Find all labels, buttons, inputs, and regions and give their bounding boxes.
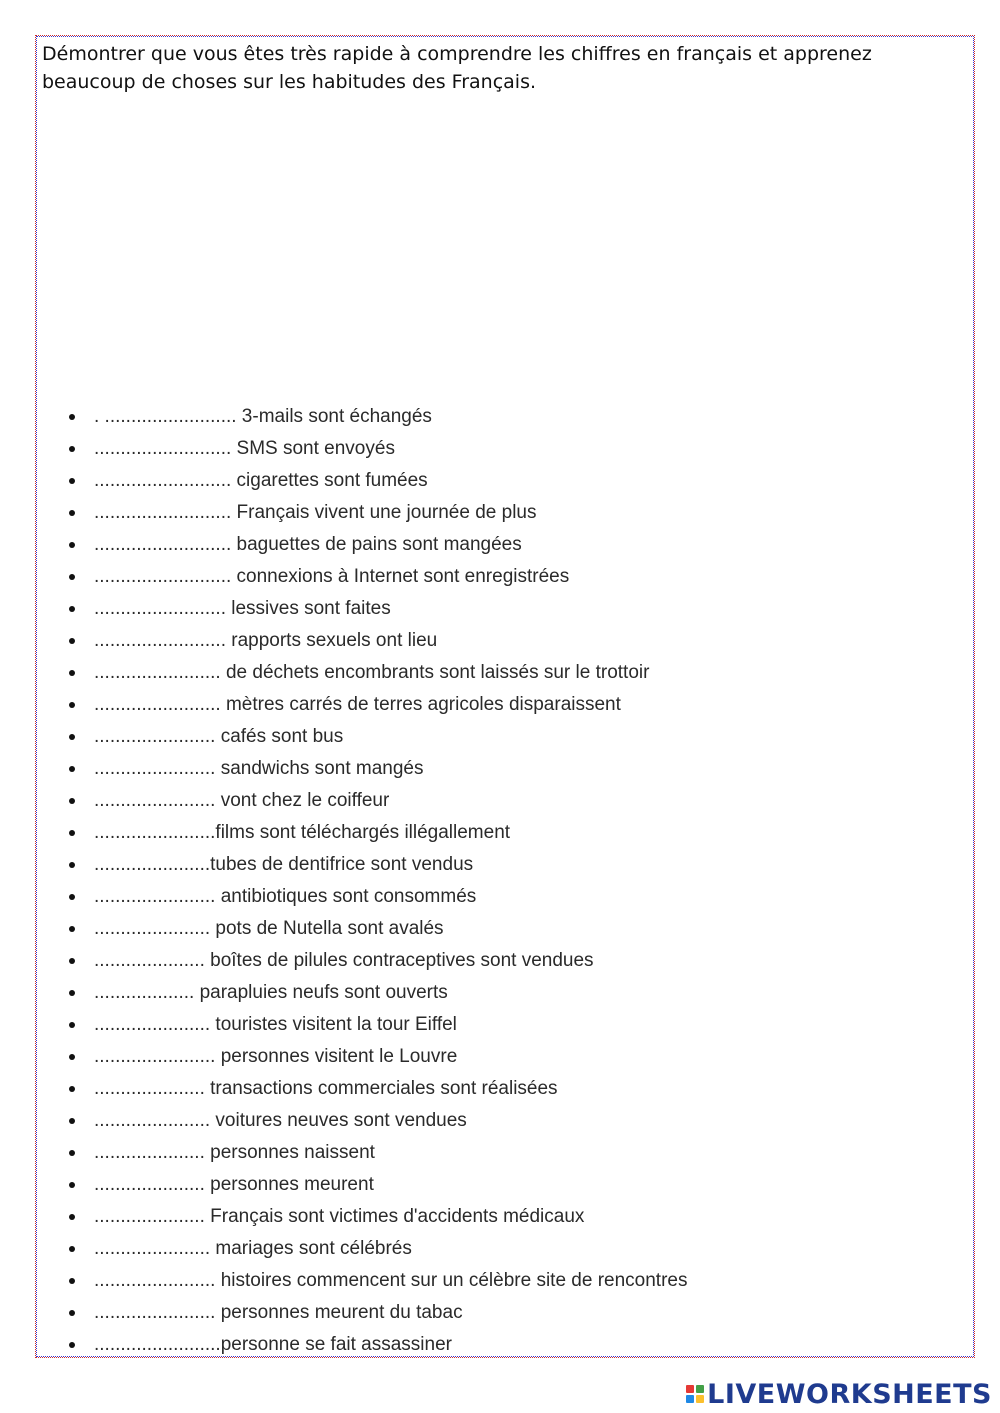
list-item[interactable] (66, 1233, 687, 1265)
bullet-icon (69, 1278, 75, 1284)
list-item[interactable] (66, 1329, 687, 1361)
worksheet-frame (35, 35, 975, 1358)
fill-in-list (66, 401, 687, 1361)
bullet-icon (69, 1118, 75, 1124)
item-text: ................... parapluies neufs sont ouverts (94, 982, 448, 1003)
list-item[interactable] (66, 593, 687, 625)
list-item[interactable] (66, 721, 687, 753)
bullet-icon (69, 670, 75, 676)
instructions-text: Démontrer que vous êtes très rapide à comprendre les chiffres en français et apprenez beaucoup de choses sur les habitudes des Français. (42, 43, 872, 93)
list-item[interactable] (66, 657, 687, 689)
list-item[interactable] (66, 1297, 687, 1329)
item-text: ...................... touristes visitent la tour Eiffel (94, 1014, 457, 1035)
list-item[interactable] (66, 1041, 687, 1073)
logo-square (686, 1395, 694, 1403)
bullet-icon (69, 510, 75, 516)
bullet-icon (69, 446, 75, 452)
item-text: ..................... Français sont victimes d'accidents médicaux (94, 1206, 585, 1227)
item-text: .......................... cigarettes sont fumées (94, 470, 428, 491)
bullet-icon (69, 734, 75, 740)
list-item[interactable] (66, 881, 687, 913)
list-item[interactable] (66, 817, 687, 849)
item-text: ....................... histoires commencent sur un célèbre site de rencontres (94, 1270, 688, 1291)
bullet-icon (69, 862, 75, 868)
item-text: ........................personne se fait assassiner (94, 1334, 452, 1355)
item-text: ......................tubes de dentifrice sont vendus (94, 854, 474, 875)
bullet-icon (69, 926, 75, 932)
list-item[interactable] (66, 625, 687, 657)
bullet-icon (69, 798, 75, 804)
logo-square (686, 1385, 694, 1393)
bullet-icon (69, 1182, 75, 1188)
item-text: .......................... Français vivent une journée de plus (94, 502, 537, 523)
list-item[interactable] (66, 849, 687, 881)
item-text: ......................... lessives sont faites (94, 598, 391, 619)
item-text: .......................... SMS sont envoyés (94, 438, 395, 459)
bullet-icon (69, 1054, 75, 1060)
bullet-icon (69, 574, 75, 580)
list-item[interactable] (66, 1137, 687, 1169)
item-text: ..................... boîtes de pilules contraceptives sont vendues (94, 950, 594, 971)
list-item[interactable] (66, 1265, 687, 1297)
bullet-icon (69, 542, 75, 548)
list-item[interactable] (66, 1169, 687, 1201)
logo-square (696, 1395, 704, 1403)
list-item[interactable] (66, 561, 687, 593)
list-item[interactable] (66, 433, 687, 465)
item-text: ....................... personnes meurent du tabac (94, 1302, 463, 1323)
list-item[interactable] (66, 529, 687, 561)
item-text: ....................... cafés sont bus (94, 726, 344, 747)
logo-text: LIVEWORKSHEETS (707, 1378, 992, 1410)
list-item[interactable] (66, 1105, 687, 1137)
bullet-icon (69, 766, 75, 772)
liveworksheets-logo (686, 1379, 992, 1409)
list-item[interactable] (66, 689, 687, 721)
bullet-icon (69, 990, 75, 996)
item-text: ...................... pots de Nutella sont avalés (94, 918, 444, 939)
list-item[interactable] (66, 753, 687, 785)
bullet-icon (69, 1214, 75, 1220)
bullet-icon (69, 606, 75, 612)
item-text: ...................... voitures neuves sont vendues (94, 1110, 467, 1131)
bullet-icon (69, 1310, 75, 1316)
list-item[interactable] (66, 913, 687, 945)
bullet-icon (69, 830, 75, 836)
item-text: ...................... mariages sont célébrés (94, 1238, 412, 1259)
item-text: ..................... personnes naissent (94, 1142, 375, 1163)
bullet-icon (69, 638, 75, 644)
bullet-icon (69, 1086, 75, 1092)
bullet-icon (69, 894, 75, 900)
item-text: ....................... vont chez le coiffeur (94, 790, 390, 811)
list-item[interactable] (66, 785, 687, 817)
item-text: ....................... personnes visitent le Louvre (94, 1046, 458, 1067)
bullet-icon (69, 958, 75, 964)
bullet-icon (69, 1246, 75, 1252)
bullet-icon (69, 1022, 75, 1028)
item-text: .......................... connexions à Internet sont enregistrées (94, 566, 570, 587)
bullet-icon (69, 1342, 75, 1348)
list-item[interactable] (66, 1009, 687, 1041)
item-text: ....................... antibiotiques sont consommés (94, 886, 477, 907)
bullet-icon (69, 1150, 75, 1156)
item-text: .......................films sont téléchargés illégallement (94, 822, 511, 843)
item-text: ........................ mètres carrés de terres agricoles disparaissent (94, 694, 621, 715)
item-text: . ......................... 3-mails sont échangés (94, 406, 432, 427)
item-text: ......................... rapports sexuels ont lieu (94, 630, 438, 651)
list-item[interactable] (66, 977, 687, 1009)
list-item[interactable] (66, 401, 687, 433)
logo-squares-icon (686, 1385, 704, 1403)
list-item[interactable] (66, 1201, 687, 1233)
item-text: ..................... transactions commerciales sont réalisées (94, 1078, 558, 1099)
bullet-icon (69, 702, 75, 708)
bullet-icon (69, 414, 75, 420)
logo-square (696, 1385, 704, 1393)
item-text: .......................... baguettes de pains sont mangées (94, 534, 522, 555)
bullet-icon (69, 478, 75, 484)
item-text: ........................ de déchets encombrants sont laissés sur le trottoir (94, 662, 650, 683)
item-text: ..................... personnes meurent (94, 1174, 374, 1195)
list-item[interactable] (66, 1073, 687, 1105)
item-text: ....................... sandwichs sont mangés (94, 758, 424, 779)
list-item[interactable] (66, 465, 687, 497)
list-item[interactable] (66, 497, 687, 529)
list-item[interactable] (66, 945, 687, 977)
